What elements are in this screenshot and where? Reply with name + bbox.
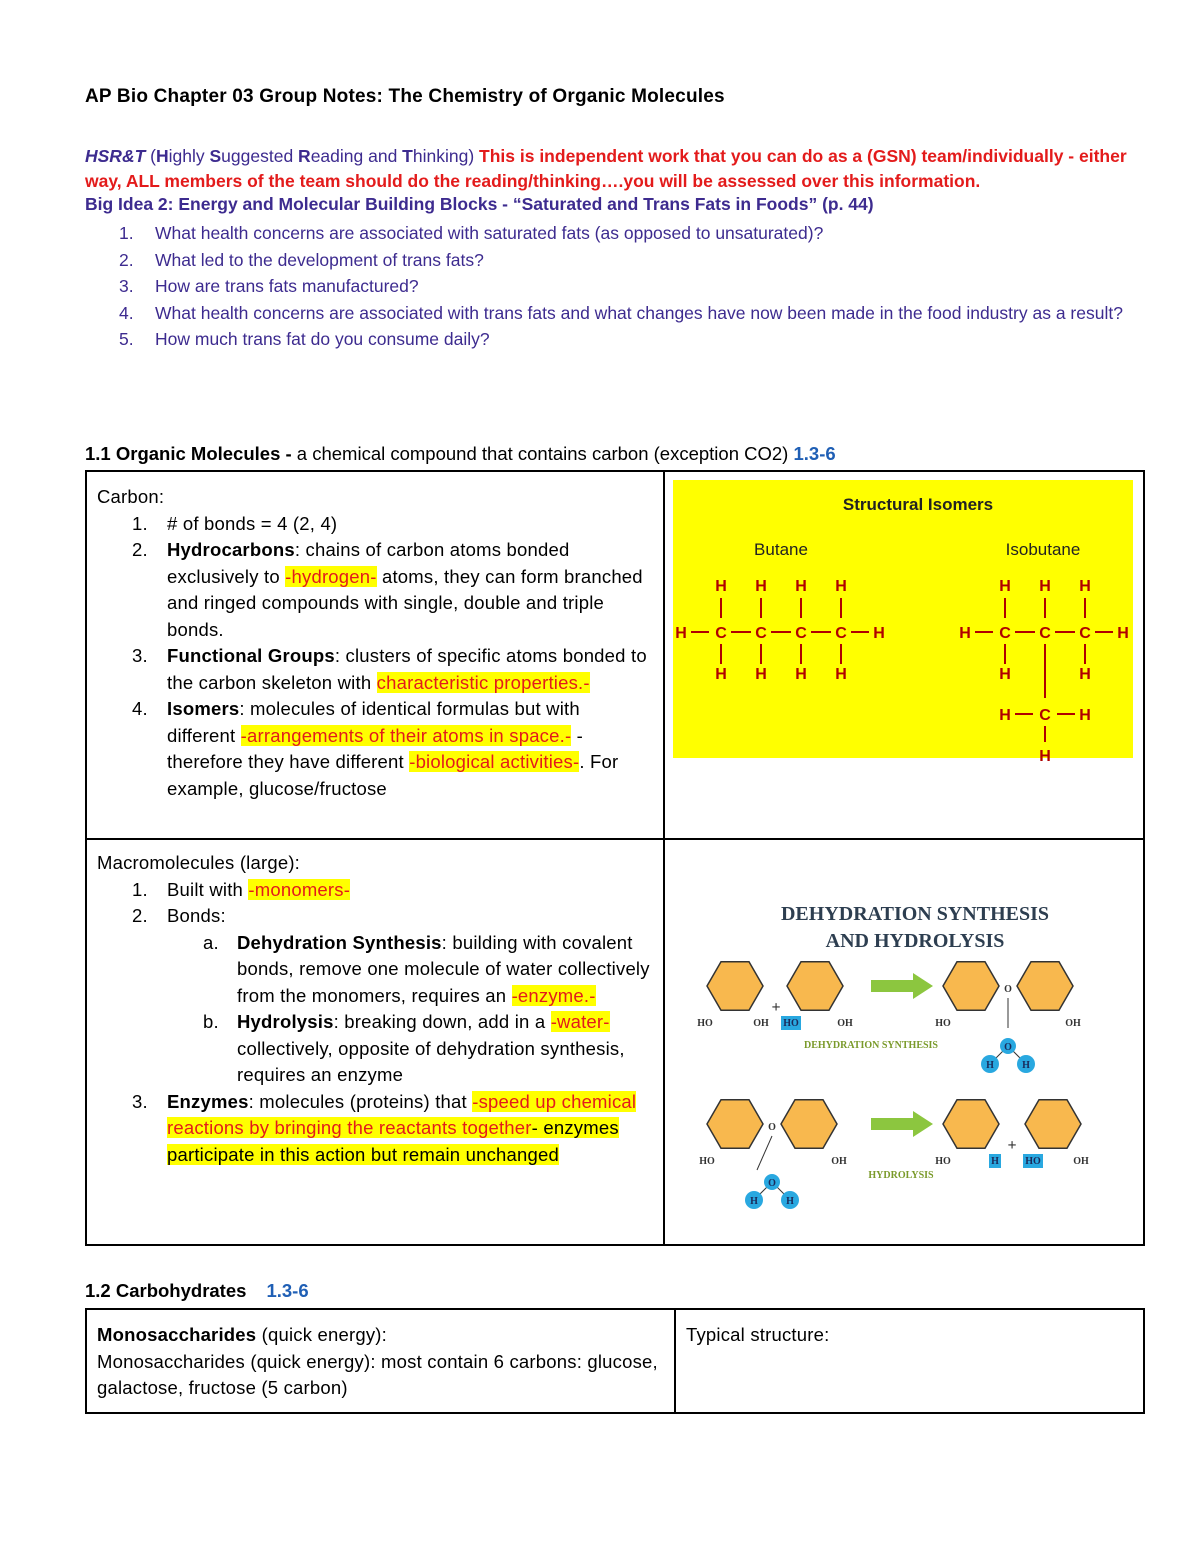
dehydration-title-line1: DEHYDRATION SYNTHESIS xyxy=(780,903,1050,925)
highlight-answer: characteristic properties.- xyxy=(376,671,590,693)
atom-h: H xyxy=(1079,578,1091,595)
item-text: : molecules of identical formulas but with different xyxy=(167,698,580,746)
label-ho: HO xyxy=(697,1018,713,1029)
list-item xyxy=(97,643,653,696)
butane-label: Butane xyxy=(754,540,808,559)
list-item xyxy=(97,877,653,904)
atom-h: H xyxy=(999,666,1011,683)
macro-list xyxy=(97,877,653,1169)
atom-h: H xyxy=(715,578,727,595)
highlight-answer: -enzyme.- xyxy=(511,984,596,1006)
label-oh: OH xyxy=(1065,1018,1081,1029)
item-number: a. xyxy=(203,931,219,953)
atom-c: C xyxy=(715,625,727,642)
monosaccharides-body: Monosaccharides (quick energy): most contain 6 carbons: glucose, galactose, fructose (5 carbon) xyxy=(97,1350,658,1398)
atom-h: H xyxy=(750,1196,758,1207)
list-item xyxy=(97,1009,653,1089)
butane-structure xyxy=(675,578,885,683)
question-item xyxy=(85,300,1145,327)
item-text: : clusters of specific atoms bonded to the carbon skeleton with xyxy=(167,645,647,693)
hsr-letter-r: R xyxy=(298,146,311,166)
list-item xyxy=(97,511,653,538)
isomers-svg xyxy=(673,480,1133,765)
atom-h: H xyxy=(1079,707,1091,724)
page-title: AP Bio Chapter 03 Group Notes: The Chemistry of Organic Molecules xyxy=(85,86,725,107)
dehydration-svg xyxy=(673,856,1143,1207)
monomer-hexagon xyxy=(1017,962,1073,1010)
isobutane-label: Isobutane xyxy=(1005,540,1081,559)
item-number: 3. xyxy=(132,1090,148,1112)
dehydration-title-line2: AND HYDROLYSIS xyxy=(825,930,1005,952)
label-ho: HO xyxy=(935,1018,951,1029)
atom-c: C xyxy=(755,625,767,642)
highlight-answer: -monomers- xyxy=(248,878,351,900)
hsr-open: ( xyxy=(145,146,156,166)
carbon-cell xyxy=(86,471,664,839)
atom-c: C xyxy=(835,625,847,642)
question-number: 5. xyxy=(119,329,134,349)
carbon-heading: Carbon: xyxy=(97,486,165,507)
atom-c: C xyxy=(1079,625,1091,642)
section-2-ref: 1.3-6 xyxy=(266,1280,309,1301)
section-1-label: 1.1 Organic Molecules - xyxy=(85,443,297,464)
list-item xyxy=(97,696,653,802)
atom-o: O xyxy=(768,1178,776,1189)
hsr-paragraph xyxy=(85,144,1145,194)
section-1-desc: a chemical compound that contains carbon (exception CO2) xyxy=(296,443,794,464)
atom-h: H xyxy=(999,707,1011,724)
label-ho: HO xyxy=(699,1156,715,1167)
monomer-hexagon xyxy=(1025,1100,1081,1148)
term-hydrocarbons: Hydrocarbons xyxy=(167,539,295,560)
label-oh: OH xyxy=(1073,1156,1089,1167)
term-enzymes: Enzymes xyxy=(167,1090,249,1112)
term-functional-groups: Functional Groups xyxy=(167,645,335,666)
item-number: 2. xyxy=(132,539,148,560)
section-2-heading xyxy=(85,1280,309,1302)
atom-o: O xyxy=(1004,1042,1012,1053)
question-text: What health concerns are associated with saturated fats (as opposed to unsaturated)? xyxy=(155,223,824,243)
label-ho: HO xyxy=(783,1018,799,1029)
typical-structure-label: Typical structure: xyxy=(686,1324,830,1345)
section-2-label: 1.2 Carbohydrates xyxy=(85,1280,247,1301)
item-text: Built with xyxy=(167,878,249,900)
list-item xyxy=(97,537,653,643)
question-text: What led to the development of trans fats? xyxy=(155,249,484,270)
label-h: H xyxy=(991,1156,999,1167)
list-item xyxy=(97,930,653,1010)
highlight-answer: -hydrogen- xyxy=(285,565,377,587)
plus-sign: + xyxy=(771,999,781,1016)
atom-c: C xyxy=(1039,707,1051,724)
atom-h: H xyxy=(1039,748,1051,765)
carbon-list xyxy=(97,511,653,803)
item-number: 1. xyxy=(132,878,148,900)
isobutane-structure xyxy=(959,578,1129,765)
big-idea-heading: Big Idea 2: Energy and Molecular Building Blocks - “Saturated and Trans Fats in Foods” (p. 44) xyxy=(85,194,874,214)
question-number: 3. xyxy=(119,276,134,296)
bond-line xyxy=(757,1136,772,1170)
highlight-answer: -water- xyxy=(550,1011,610,1032)
reaction-arrow xyxy=(871,973,933,999)
item-text: : building with covalent bonds, remove one molecule of water collectively from the monomers, requires an xyxy=(237,931,650,1006)
hsr-letter-s: S xyxy=(209,146,222,166)
item-text: : breaking down, add in a xyxy=(333,1011,551,1032)
atom-h: H xyxy=(835,666,847,683)
atom-h: H xyxy=(1022,1060,1030,1071)
hydrolysis-row xyxy=(699,1100,1089,1209)
question-item xyxy=(85,273,1145,300)
section-1-heading xyxy=(85,443,836,465)
question-text: How are trans fats manufactured? xyxy=(155,276,419,296)
isomers-title: Structural Isomers xyxy=(842,495,994,514)
atom-h: H xyxy=(755,578,767,595)
label-ho: HO xyxy=(935,1156,951,1167)
question-item xyxy=(85,220,1145,247)
question-number: 1. xyxy=(119,223,134,243)
atom-h: H xyxy=(873,625,885,642)
item-text: : chains of carbon atoms bonded exclusively to xyxy=(167,539,570,587)
hsr-letter-t: T xyxy=(402,146,413,166)
hsr-word-ighly: ighly xyxy=(168,146,210,166)
dehydration-figure-cell xyxy=(664,839,1144,1245)
monomer-hexagon xyxy=(787,962,843,1010)
term-dehydration-synthesis: Dehydration Synthesis xyxy=(237,931,442,953)
list-item xyxy=(97,903,653,930)
reaction-arrow xyxy=(871,1111,933,1137)
hsr-instruction: This is independent work that you can do as a (GSN) team/individually - either way, ALL members of the team should do the reading/thinking….you will be assessed over this information. xyxy=(85,146,1127,191)
label-o: O xyxy=(1004,984,1012,995)
item-text: - therefore they have different xyxy=(167,724,584,772)
macro-heading: Macromolecules (large): xyxy=(97,852,301,873)
monomer-hexagon xyxy=(781,1100,837,1148)
label-ho: HO xyxy=(1025,1156,1041,1167)
question-item xyxy=(85,247,1145,274)
atom-h: H xyxy=(1079,666,1091,683)
monosaccharides-cell xyxy=(86,1309,675,1413)
item-text: atoms, they can form branched and ringed compounds with single, double and triple bonds. xyxy=(167,565,643,640)
atom-c: C xyxy=(1039,625,1051,642)
carbohydrates-table xyxy=(85,1308,1145,1414)
dehydration-hydrolysis-figure xyxy=(673,856,1143,1207)
atom-c: C xyxy=(795,625,807,642)
highlight-answer: -biological activities- xyxy=(409,751,580,772)
atom-h: H xyxy=(795,578,807,595)
atom-h: H xyxy=(959,625,971,642)
isomers-figure-cell xyxy=(664,471,1144,839)
atom-h: H xyxy=(675,625,687,642)
dehydration-synthesis-row xyxy=(697,962,1081,1073)
item-number: 3. xyxy=(132,645,148,666)
question-text: How much trans fat do you consume daily? xyxy=(155,329,490,349)
item-text: (quick energy): xyxy=(256,1324,387,1345)
section-1-ref: 1.3-6 xyxy=(793,443,836,464)
term-monosaccharides: Monosaccharides xyxy=(97,1324,257,1345)
highlight-answer: - enzymes participate in this action but remain unchanged xyxy=(167,1117,619,1165)
highlight-answer: -arrangements of their atoms in space.- xyxy=(240,724,572,746)
structural-isomers-figure xyxy=(673,480,1133,765)
table-row xyxy=(86,1309,1144,1413)
plus-sign: + xyxy=(1007,1137,1017,1154)
atom-h: H xyxy=(755,666,767,683)
monomer-hexagon xyxy=(943,1100,999,1148)
item-text: collectively, opposite of dehydration synthesis, requires an enzyme xyxy=(237,1037,625,1085)
table-row xyxy=(86,471,1144,839)
monomer-hexagon xyxy=(707,1100,763,1148)
hsr-abbr: HSR&T xyxy=(85,146,146,166)
hsr-word-uggested: uggested xyxy=(221,146,299,166)
atom-h: H xyxy=(835,578,847,595)
question-text: What health concerns are associated with trans fats and what changes have now been made in the food industry as a result? xyxy=(155,302,1123,323)
highlight-answer: -speed up chemical reactions by bringing the reactants together xyxy=(167,1090,637,1138)
item-text: Bonds: xyxy=(167,905,226,926)
term-hydrolysis: Hydrolysis xyxy=(237,1011,334,1032)
hsr-letter-h: H xyxy=(155,146,169,166)
atom-h: H xyxy=(795,666,807,683)
table-row xyxy=(86,839,1144,1245)
list-item xyxy=(97,1089,653,1169)
atom-h: H xyxy=(1039,578,1051,595)
question-list xyxy=(85,220,1145,353)
typical-structure-cell xyxy=(675,1309,1144,1413)
monomer-hexagon xyxy=(943,962,999,1010)
atom-h: H xyxy=(999,578,1011,595)
item-text: . For example, glucose/fructose xyxy=(167,751,619,799)
atom-h: H xyxy=(786,1196,794,1207)
question-number: 4. xyxy=(119,302,134,323)
hsr-word-eading: eading and xyxy=(310,146,403,166)
atom-c: C xyxy=(999,625,1011,642)
monomer-hexagon xyxy=(707,962,763,1010)
question-number: 2. xyxy=(119,249,134,270)
hydrolysis-label: HYDROLYSIS xyxy=(868,1170,934,1181)
item-number: 4. xyxy=(132,698,148,719)
label-o: O xyxy=(768,1122,776,1133)
item-number: b. xyxy=(203,1011,219,1032)
atom-h: H xyxy=(715,666,727,683)
label-oh: OH xyxy=(831,1156,847,1167)
item-number: 1. xyxy=(132,512,148,534)
macromolecules-cell xyxy=(86,839,664,1245)
label-oh: OH xyxy=(837,1018,853,1029)
question-item xyxy=(85,326,1145,353)
hsr-word-hinking: hinking) xyxy=(412,146,480,166)
item-text: : molecules (proteins) that xyxy=(248,1090,473,1112)
item-text: # of bonds = 4 (2, 4) xyxy=(167,512,338,534)
atom-h: H xyxy=(986,1060,994,1071)
atom-h: H xyxy=(1117,625,1129,642)
item-number: 2. xyxy=(132,905,148,926)
label-oh: OH xyxy=(753,1018,769,1029)
organic-molecules-table xyxy=(85,470,1145,1246)
dehydration-synthesis-label: DEHYDRATION SYNTHESIS xyxy=(803,1040,939,1051)
term-isomers: Isomers xyxy=(167,698,240,719)
